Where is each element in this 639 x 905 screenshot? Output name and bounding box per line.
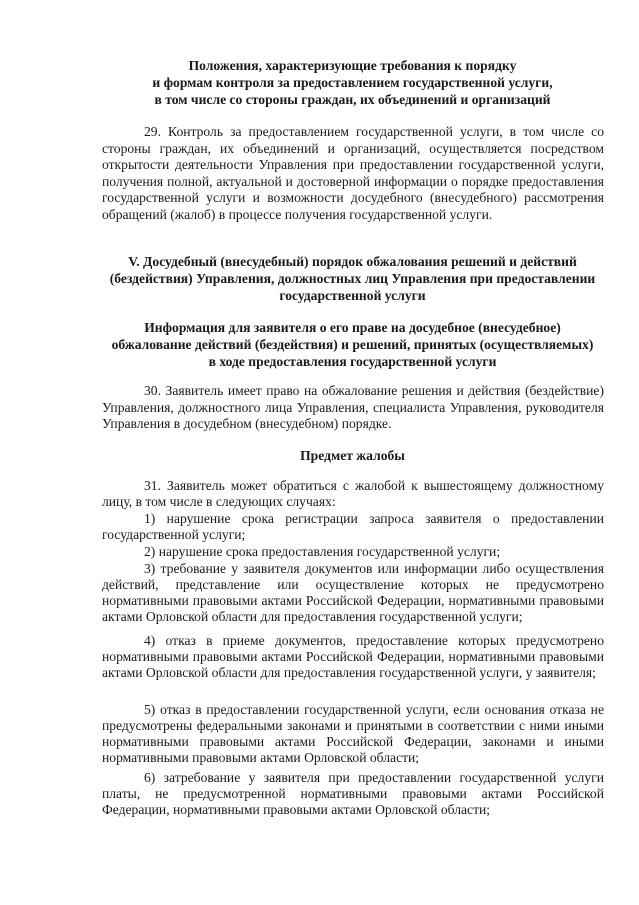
list-item-5: 5) отказ в предоставлении государственной услуги, если основания отказа не предусмотрены федеральными законами и принятыми в соответствии с ними иными нормативными правовыми актами Российской Федерации, законами и иными нормативными правовыми актами Орловской области; [102,702,604,765]
heading-line: в том числе со стороны граждан, их объединений и организаций [154,92,551,107]
list-item-6: 6) затребование у заявителя при предоставлении государственной услуги платы, не предусмотренной нормативными правовыми актами Российской Федерации, нормативными правовыми актами Орловской области; [102,770,604,817]
paragraph-29: 29. Контроль за предоставлением государственной услуги, в том числе со стороны граждан, их объединений и организаций, осуществляется посредством открытости деятельности Управления при предоставлении государственной услуги, получения полной, актуальной и достоверной информации о порядке предоставления государственной услуги и возможности досудебного (внесудебного) рассмотрения обращений (жалоб) в процессе получения государственной услуги. [102,124,604,222]
heading-line: (бездействия) Управления, должностных лиц Управления при предоставлении [109,271,596,286]
list-item-2: 2) нарушение срока предоставления государственной услуги; [144,544,501,559]
info-heading [100,319,605,370]
paragraph-31: 31. Заявитель может обратиться с жалобой к вышестоящему должностному лицу, в том числе в следующих случаях: [102,478,604,509]
section-heading-control [100,57,605,108]
heading-line: V. Досудебный (внесудебный) порядок обжалования решений и действий [128,254,577,269]
list-item-1: 1) нарушение срока регистрации запроса заявителя о предоставлении государственной услуги; [102,511,604,542]
list-item-4: 4) отказ в приеме документов, предоставление которых предусмотрено нормативными правовыми актами Российской Федерации, нормативными правовыми актами Орловской области для предоставления государственной услуги, у заявителя; [102,633,604,680]
heading-line: обжалование действий (бездействия) и решений, принятых (осуществляемых) [111,337,594,352]
heading-line: Информация для заявителя о его праве на досудебное (внесудебное) [144,320,561,335]
subject-heading: Предмет жалобы [300,448,405,463]
heading-line: Положения, характеризующие требования к порядку [188,58,517,73]
heading-line: в ходе предоставления государственной услуги [208,354,497,369]
section-heading-appeal [100,253,605,304]
heading-line: государственной услуги [279,288,426,303]
paragraph-30: 30. Заявитель имеет право на обжалование решения и действия (бездействие) Управления, должностного лица Управления, специалиста Управления, руководителя Управления в досудебном (внесудебном) порядке. [102,383,604,431]
list-item-3: 3) требование у заявителя документов или информации либо осуществления действий, представление или осуществление которых не предусмотрено нормативными правовыми актами Российской Федерации, нормативными правовыми актами Орловской области для предоставления государственной услуги; [102,561,604,624]
heading-line: и формам контроля за предоставлением государственной услуги, [152,75,553,90]
